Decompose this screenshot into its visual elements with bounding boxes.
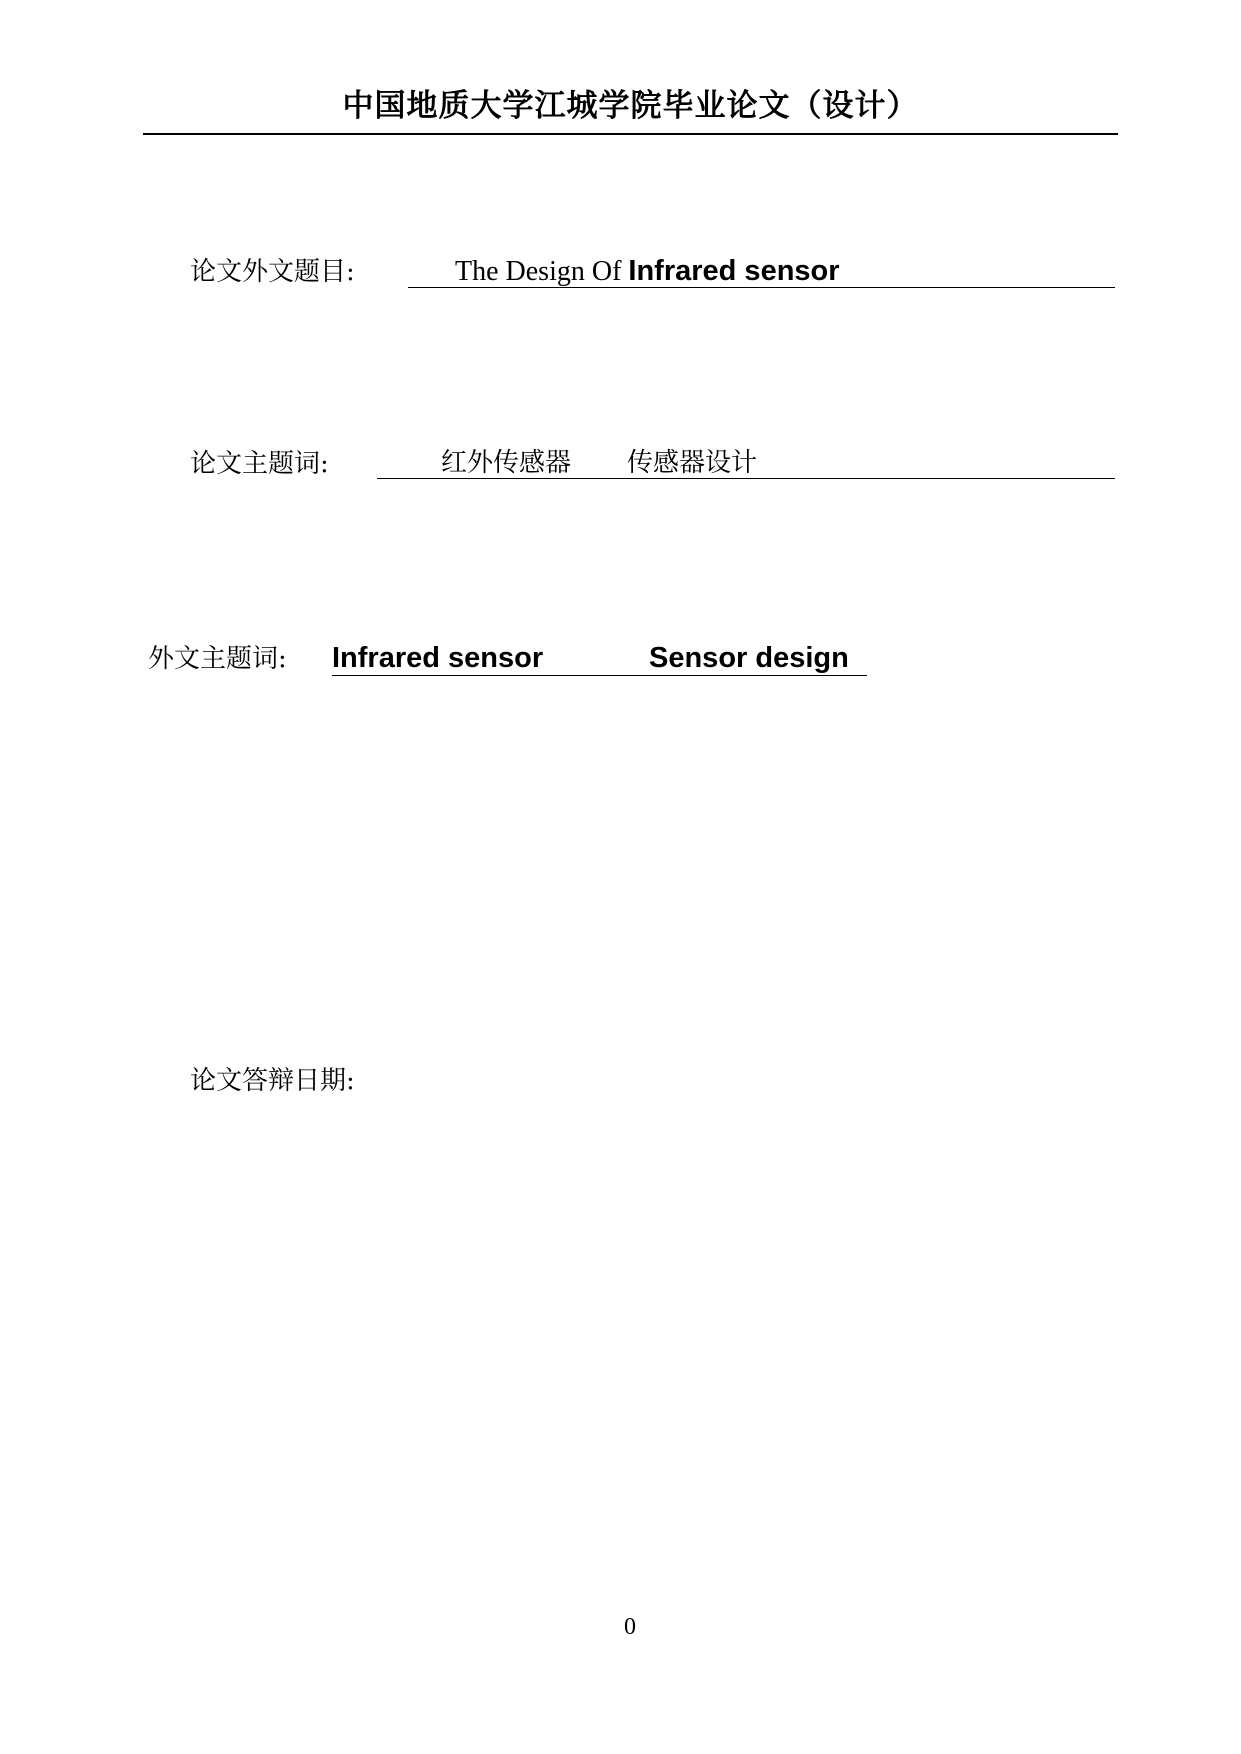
keywords-cn-value-2: 传感器设计 [627, 448, 758, 478]
keywords-en-underline [332, 675, 867, 676]
keywords-cn-label: 论文主题词: [190, 449, 329, 479]
defense-date-label: 论文答辩日期: [190, 1066, 355, 1096]
page-number: 0 [624, 1614, 636, 1640]
foreign-title-value-prefix: The Design Of [455, 256, 629, 287]
foreign-title-label: 论文外文题目: [190, 257, 355, 287]
keywords-en-value-2: Sensor design [649, 642, 849, 674]
document-header-title: 中国地质大学江城学院毕业论文（设计） [342, 88, 919, 124]
keywords-cn-value-1: 红外传感器 [441, 448, 572, 478]
keywords-en-label: 外文主题词: [148, 644, 287, 674]
keywords-en-value-1: Infrared sensor [332, 642, 544, 674]
foreign-title-value [455, 254, 840, 292]
foreign-title-value-main: Infrared sensor [628, 255, 840, 287]
header-rule [143, 133, 1118, 135]
